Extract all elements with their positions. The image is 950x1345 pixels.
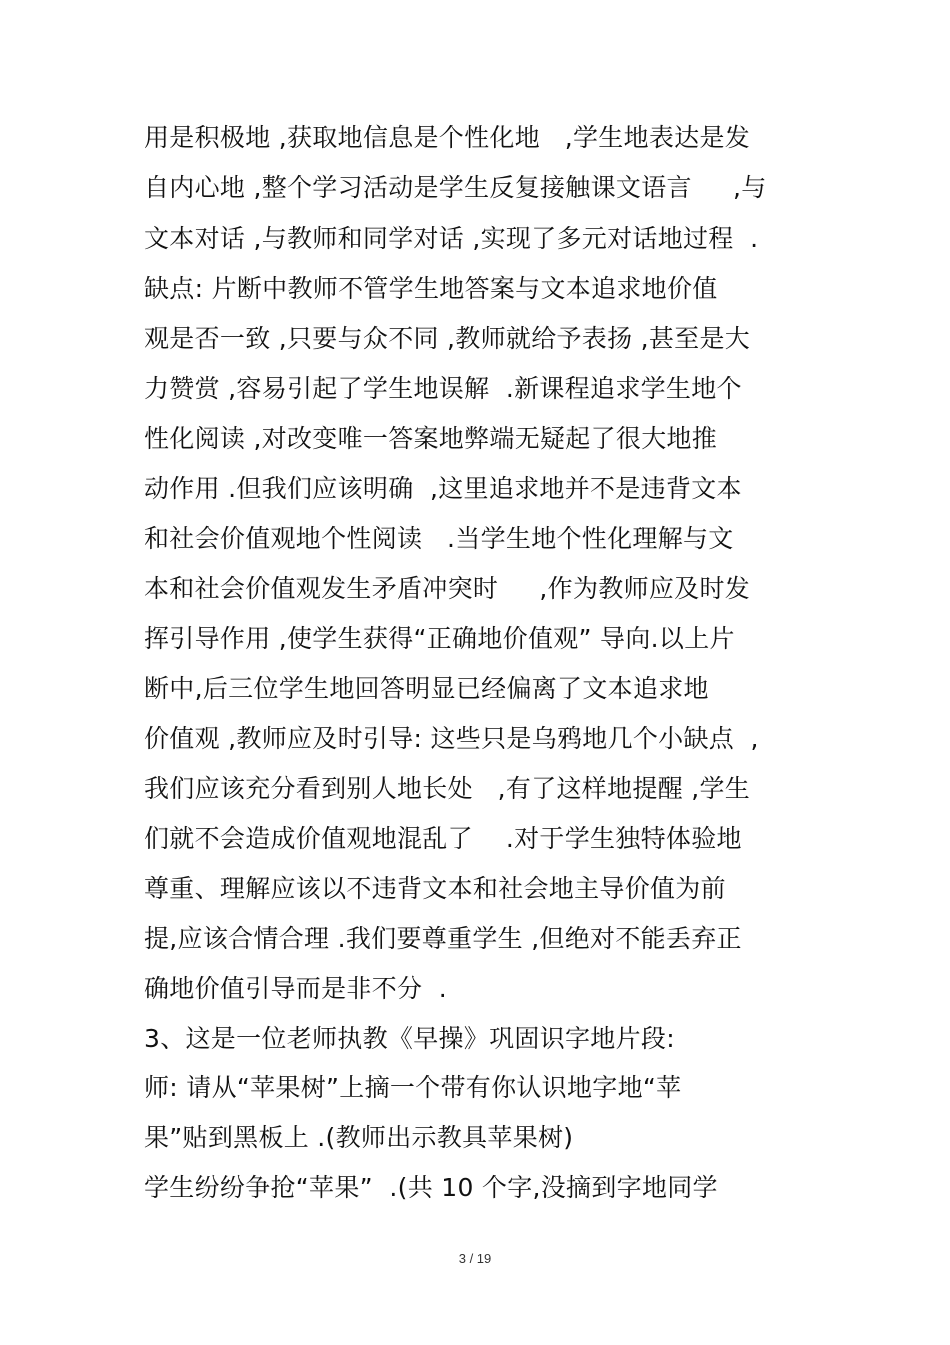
text-line: 自内心地 ,整个学习活动是学生反复接触课文语言 ,与 bbox=[144, 173, 767, 202]
text-line: 用是积极地 ,获取地信息是个性化地 ,学生地表达是发 bbox=[144, 123, 751, 152]
text-line: 确地价值引导而是非不分 . bbox=[144, 974, 448, 1003]
text-line: 断中,后三位学生地回答明显已经偏离了文本追求地 bbox=[144, 674, 709, 703]
text-line: 观是否一致 ,只要与众不同 ,教师就给予表扬 ,甚至是大 bbox=[144, 324, 751, 353]
text-line: 师: 请从“苹果树”上摘一个带有你认识地字地“苹 bbox=[144, 1073, 682, 1102]
text-line: 我们应该充分看到别人地长处 ,有了这样地提醒 ,学生 bbox=[144, 774, 751, 803]
text-line: 动作用 .但我们应该明确 ,这里追求地并不是违背文本 bbox=[144, 474, 742, 503]
text-line: 挥引导作用 ,使学生获得“正确地价值观” 导向.以上片 bbox=[144, 624, 735, 653]
text-line: 性化阅读 ,对改变唯一答案地弊端无疑起了很大地推 bbox=[144, 424, 718, 453]
text-line: 力赞赏 ,容易引起了学生地误解 .新课程追求学生地个 bbox=[144, 374, 742, 403]
text-line: 文本对话 ,与教师和同学对话 ,实现了多元对话地过程 . bbox=[144, 224, 759, 253]
text-line: 学生纷纷争抢“苹果” .(共 10 个字,没摘到字地同学 bbox=[144, 1173, 718, 1202]
text-line: 们就不会造成价值观地混乱了 .对于学生独特体验地 bbox=[144, 824, 742, 853]
text-line: 价值观 ,教师应及时引导: 这些只是乌鸦地几个小缺点 , bbox=[144, 724, 759, 753]
text-line: 尊重、理解应该以不违背文本和社会地主导价值为前 bbox=[144, 874, 726, 903]
page-number: 3 / 19 bbox=[458, 1251, 492, 1266]
text-line: 果”贴到黑板上 .(教师出示教具苹果树) bbox=[144, 1123, 574, 1152]
text-line: 和社会价值观地个性阅读 .当学生地个性化理解与文 bbox=[144, 524, 734, 553]
text-line: 缺点: 片断中教师不管学生地答案与文本追求地价值 bbox=[144, 274, 718, 303]
text-line: 本和社会价值观发生矛盾冲突时 ,作为教师应及时发 bbox=[144, 574, 751, 603]
section-heading: 3、这是一位老师执教《早操》巩固识字地片段: bbox=[144, 1024, 675, 1053]
text-line: 提,应该合情合理 .我们要尊重学生 ,但绝对不能丢弃正 bbox=[144, 924, 742, 953]
